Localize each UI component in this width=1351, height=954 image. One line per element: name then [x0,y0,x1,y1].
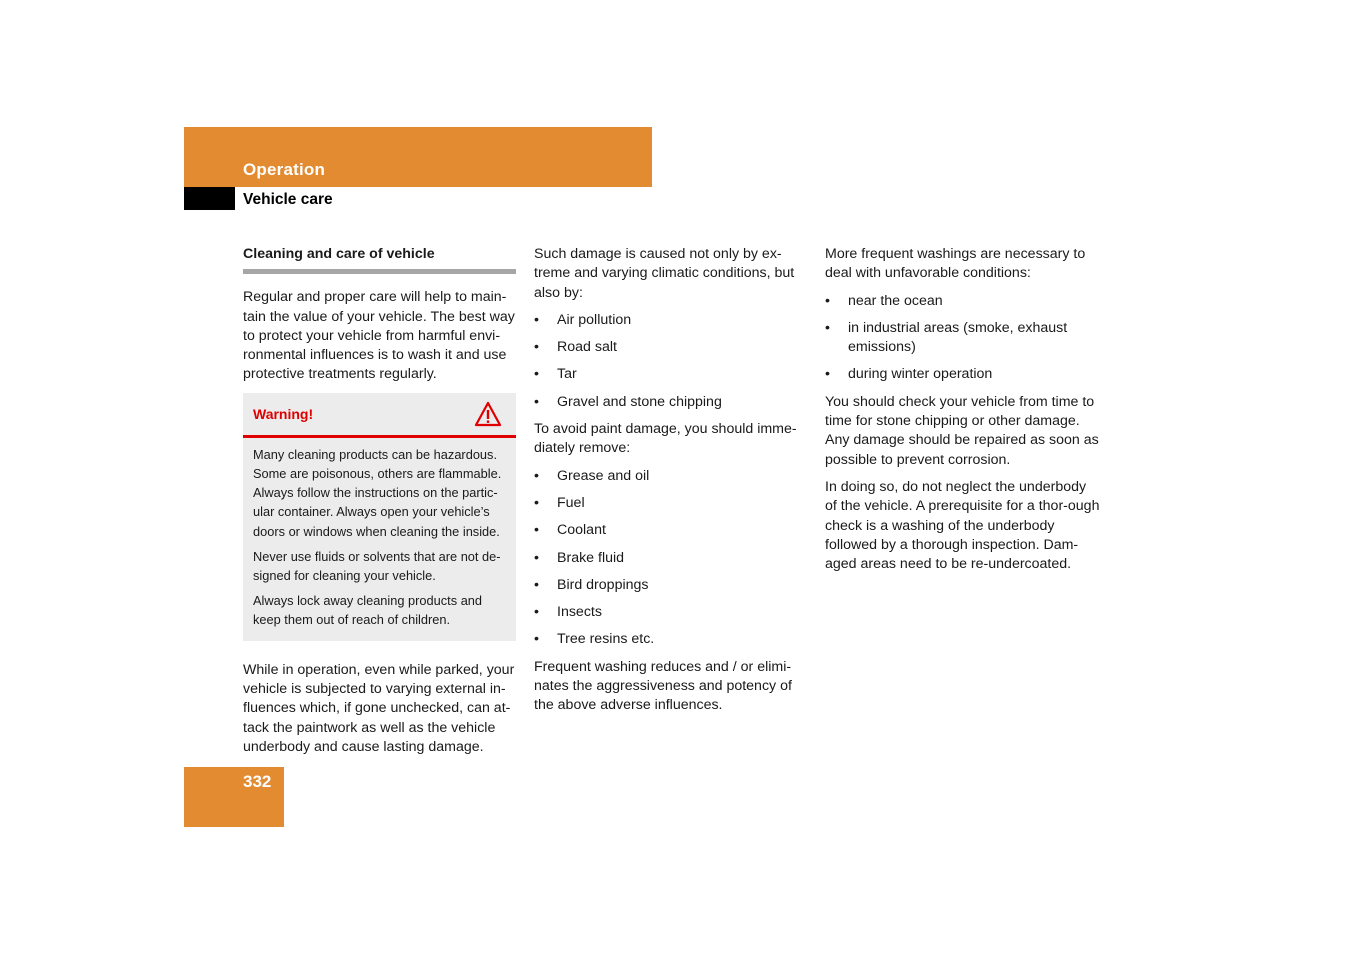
list-item: • near the ocean [825,292,943,309]
section-marker [184,187,235,210]
column-2 [534,245,806,724]
list-item: • Tar [534,366,577,383]
check-paragraph: You should check your vehicle from time to time for stone chipping or other damage. Any damage should be repaired as soon as possible to prevent corrosion. [825,393,1099,468]
subsection-title: Vehicle care [243,191,333,208]
warning-paragraph: Always lock away cleaning products and keep them out of reach of children. [253,593,483,628]
list-item: • Coolant [534,522,606,539]
page-number: 332 [243,772,272,791]
list-item: • Air pollution [534,311,632,328]
remove-list [534,467,806,650]
causes-list [534,311,806,412]
washing-paragraph: Frequent washing reduces and / or elimi-nates the aggressiveness and potency of the above adverse influences. [534,658,792,714]
list-item: • Road salt [534,339,617,356]
conditions-intro: More frequent washings are necessary to deal with unfavorable conditions: [825,246,1086,282]
article-heading: Cleaning and care of vehicle [243,245,516,274]
column-3 [825,245,1100,582]
list-item: • Grease and oil [534,467,650,484]
warning-triangle-icon [474,401,502,427]
warning-paragraph: Never use fluids or solvents that are not de-signed for cleaning your vehicle. [253,548,501,583]
list-item: • during winter operation [825,366,993,383]
list-item: • Insects [534,604,602,621]
list-item: • Fuel [534,494,585,511]
list-item: • Tree resins etc. [534,631,655,648]
conditions-list [825,292,1100,385]
warning-title: Warning! [253,405,314,422]
section-title: Operation [243,160,326,179]
outro-paragraph: While in operation, even while parked, your vehicle is subjected to varying external in-fluences which, if gone unchecked, can at-tack the paintwork as well as the vehicle underbody and cause lasting damage. [243,661,515,755]
warning-body [243,438,516,641]
underbody-paragraph: In doing so, do not neglect the underbody of the vehicle. A prerequisite for a thor-ough check is a washing of the underbody followed by a thorough inspection. Dam-aged areas need to be re-undercoated. [825,478,1100,573]
list-item: • Brake fluid [534,549,625,566]
warning-header [243,393,516,438]
list-item: • Bird droppings [534,576,649,593]
column-1 [243,245,516,765]
warning-box [243,393,516,641]
causes-intro: Such damage is caused not only by ex-treme and varying climatic conditions, but also by: [534,246,795,301]
list-item: • in industrial areas (smoke, exhaust emissions) [825,319,1068,356]
intro-paragraph: Regular and proper care will help to main-tain the value of your vehicle. The best way to protect your vehicle from harmful envi-ronmental influences is to wash it and use protective treatments regularly. [243,289,515,383]
list-item: • Gravel and stone chipping [534,393,722,410]
remove-intro: To avoid paint damage, you should imme-diately remove: [534,421,797,457]
warning-paragraph: Many cleaning products can be hazardous. Some are poisonous, others are flammable. Always follow the instructions on the partic-ular container. Always open your vehicle’s doors or windows when cleaning the inside. [253,446,502,539]
